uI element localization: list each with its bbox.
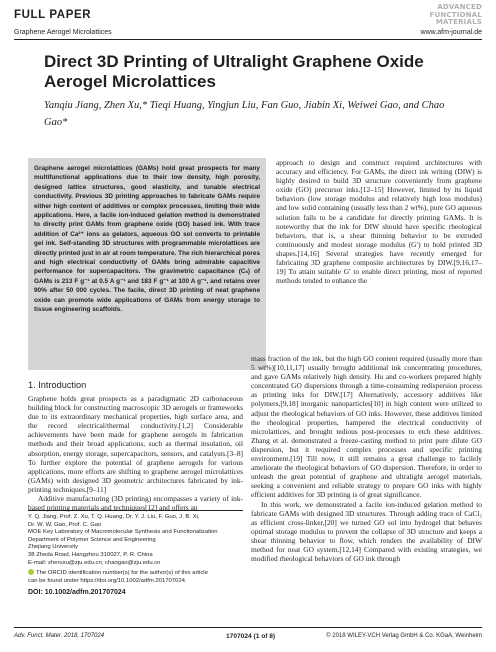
- page-number: 1707024 (1 of 8): [226, 633, 276, 640]
- email-line[interactable]: E-mail: zheruxu@zju.edu.cn; chaogao@zju.edu.cn: [28, 559, 161, 566]
- orcid-note-text: The ORCID identification number(s) for the author(s) of this article: [36, 570, 208, 577]
- affiliation-block: [28, 514, 248, 585]
- orcid-link[interactable]: can be found under https://doi.org/10.1002/adfm.201707024.: [28, 577, 187, 584]
- affiliation-divider: [28, 510, 243, 511]
- abstract-box: [28, 158, 266, 370]
- page-header: [0, 0, 496, 46]
- copyright: © 2018 WILEY-VCH Verlag GmbH & Co. KGaA, Weinheim: [326, 633, 482, 639]
- footer-divider: [14, 627, 482, 628]
- journal-logo: ADVANCED FUNCTIONAL MATERIALS: [429, 3, 482, 27]
- right-column-continued: [251, 354, 482, 563]
- body-paragraph: Graphene holds great prospects as a paradigmatic 2D carbonaceous building block for constructing macroscopic 3D aerogels or frameworks due to its extraordinary mechanical properties, high surface area, and the record electrical/thermal conductivity.[1,2] Considerable achievements have been made for graphene aerogels in fabrication methods and their broad applications, such as thermal insulation, oil absorption, energy storage, supercapacitors, sensors, and catalysts.[3–8] To further explore the potential of graphene aerogels for various applications, more efforts are shifting to graphene aerogel microlattices (GAMs) with designed 3D geometric architectures fabricated by ink-printing techniques.[9–11]: [28, 394, 243, 494]
- affiliation-line: 38 Zheda Road, Hangzhou 310027, P. R. China: [28, 551, 153, 558]
- introduction-body: [28, 394, 243, 512]
- body-paragraph: In this work, we demonstrated a facile ion-induced gelation method to fabricate GAMs with designed 3D structures. Through adding trace of CaCl₂ as efficient cross-linker,[20] we turned GO sol into hydrogel that behaves optimal storage modulus to prevent the collapse of 3D structure and keeps a shear thinning behavior to flow, which renders the availability of DIW method for neat GO system.[12,14] Compared with existing strategies, we modified rheological behaviors of GO ink through: [251, 499, 482, 564]
- doi[interactable]: DOI: 10.1002/adfm.201707024: [28, 589, 126, 596]
- affiliation-line: Y. Q. Jiang, Prof. Z. Xu, T. Q. Huang, Dr. Y. J. Liu, F. Guo, J. B. Xi,: [28, 514, 200, 520]
- orcid-icon: [28, 569, 34, 575]
- header-divider: [14, 39, 482, 40]
- affiliation-line: Dr. W. W. Gao, Prof. C. Gao: [28, 521, 102, 528]
- body-paragraph: Additive manufacturing (3D printing) encompasses a variety of ink-based printing materials and techniques[12] and offers an: [28, 494, 243, 513]
- body-paragraph: mass fraction of the ink, but the high GO content required (usually more than 5 wt%)[10,11,17] usually brought additional ink concentrating procedures, and gave GAMs relatively high density. Hu and co-workers prepared highly concentrated GO dispersions through a time-consuming redispersion process as printing inks for DIW.[17] Alternatively, accessory additives like polymers,[9,18] inorganic nanoparticles[10] in high content were utilized to adjust the rheological behaviors of GO inks. However, these additives limited the rheological properties, hampered the electrical conductivity of microlattices, and brought tedious post-processes to etch these additives. Zhang et al. demonstrated a freeze-casting method to print pure dilute GO dispersion, but it required complex processes and specific printing environment.[19] Till now, it still remains a great challenge to facilely ameliorate the rheological behaviors of GO dispersion. Therefore, in order to unleash the great potential of graphene and ultralight aerogel materials, seeking a convenient and reliable strategy to prepare GO inks with highly efficient additives for 3D printing is of great significance.: [251, 354, 482, 500]
- author-list: Yanqiu Jiang, Zhen Xu,* Tieqi Huang, Yingjun Liu, Fan Guo, Jiabin Xi, Weiwei Gao, and Chao Gao*: [44, 100, 445, 128]
- article-title: Direct 3D Printing of Ultralight Graphene Oxide Aerogel Microlattices: [44, 52, 424, 91]
- affiliation-line: Department of Polymer Science and Engineering: [28, 536, 156, 543]
- subject-label: Graphene Aerogel Microlattices: [14, 29, 112, 36]
- section-label: FULL PAPER: [14, 9, 92, 21]
- affiliation-line: MOE Key Laboratory of Macromolecular Synthesis and Functionalization: [28, 529, 218, 536]
- orcid-note: [28, 569, 248, 578]
- citation: Adv. Funct. Mater. 2018, 1707024: [14, 633, 105, 639]
- right-column-paragraph: approach to design and construct required architectures with accuracy and efficiency. For GAMs, the direct ink writing (DIW) is highly desired to build 3D structure conveniently from graphene oxide (GO) precursor inks.[12–15] However, limited by its liquid behaviors (low storage modulus and relatively high loss modulus) and low solid containing (usually less than 2 wt%), pure GO aqueous solution fails to be a candidate for directly printing GAMs. It is noteworthy that the ink for DIW should have specific rheological behaviors, that is, a shear thinning behavior to be extruded continuously and modest storage modulus (G′) to hold printed 3D shapes.[14,16] Several strategies have recently emerged for fabricating 3D graphene composite architectures by DIW.[9,16,17–19] To attain suitable G′ to enable direct printing, most of reported methods tended to enhance the: [276, 158, 482, 286]
- affiliation-line: Zhejiang University: [28, 544, 79, 551]
- abstract-text: Graphene aerogel microlattices (GAMs) hold great prospects for many multifunctional applications due to their low density, high porosity, designed lattice structures, good elasticity, and tunable electrical conductivity. Previous 3D printing approaches to fabricate GAMs require either high content of additives or complex processes, limiting their wide applications. Here, a facile ion-induced gelation method is demonstrated to directly print GAMs from graphene oxide (GO) based ink. With trace addition of Ca²⁺ ions as gelators, aqueous GO sol converts to printable gel ink. Self-standing 3D structures with programmable microlattices are directly printed just in air at room temperature. The rich hierarchical pores and high electrical conductivity of GAMs bring admirable capacitive performance for supercapacitors. The gravimetric capacitance (Cₛ) of GAMs is 213 F g⁻¹ at 0.5 A g⁻¹ and 183 F g⁻¹ at 100 A g⁻¹, and retains over 90% after 50 000 cycles. The facile, direct 3D printing of neat graphene oxide can promote wide applications of GAMs from energy storage to tissue engineering scaffolds.: [34, 165, 260, 314]
- introduction-heading: 1. Introduction: [28, 380, 87, 390]
- journal-website-link[interactable]: www.afm-journal.de: [420, 29, 482, 36]
- right-column-text: [276, 158, 482, 285]
